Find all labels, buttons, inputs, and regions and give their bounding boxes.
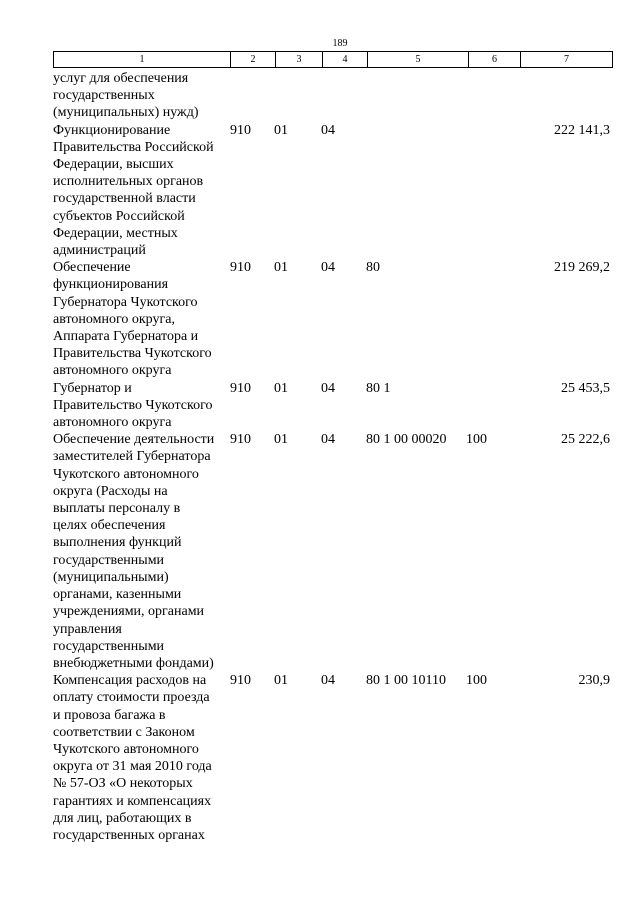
table-row <box>0 122 640 260</box>
expense-name-line: Чукотского автономного <box>53 466 199 482</box>
expense-name-line: выполнения функций <box>53 535 182 551</box>
expense-name-line: функционирования <box>53 277 169 293</box>
subsection-code-cell: 04 <box>321 673 335 689</box>
section-code-cell: 01 <box>274 260 288 276</box>
expense-name-line: Губернатора Чукотского <box>53 294 198 310</box>
column-number-6: 6 <box>469 52 521 68</box>
expense-type-cell: 100 <box>466 432 487 448</box>
amount-cell: 230,9 <box>578 673 610 689</box>
expense-name-line: государственных <box>53 88 155 104</box>
expense-name-line: услуг для обеспечения <box>53 71 189 86</box>
expense-name-line: оплату стоимости проезда <box>53 690 210 706</box>
ministry-code-cell: 910 <box>230 673 251 689</box>
expense-name-line: (муниципальных) нужд) <box>53 105 199 121</box>
expense-name-line: гарантиях и компенсациях <box>53 793 212 809</box>
expense-name-cell <box>0 380 233 432</box>
expense-name-cell <box>0 672 233 844</box>
target-article-cell: 80 1 00 10110 <box>366 673 446 689</box>
expense-name-line: целях обеспечения <box>53 518 166 534</box>
table-row <box>0 431 640 672</box>
table-row <box>0 380 640 432</box>
expense-name-line: автономного округа <box>53 363 172 379</box>
expense-name-line: автономного округа, <box>53 311 175 327</box>
section-code-cell: 01 <box>274 673 288 689</box>
expense-name-line: Федерации, местных <box>53 225 178 241</box>
amount-cell: 25 453,5 <box>561 380 610 396</box>
expense-name-line: управления <box>53 621 122 637</box>
budget-table-body <box>0 70 640 844</box>
section-code-cell: 01 <box>274 432 288 448</box>
expense-name-line: органами, казенными <box>53 587 182 603</box>
expense-name-line: государственными <box>53 552 165 568</box>
section-code-cell: 01 <box>274 122 288 138</box>
section-code-cell: 01 <box>274 380 288 396</box>
expense-name-line: Федерации, высших <box>53 157 174 173</box>
amount-cell: 219 269,2 <box>554 260 610 276</box>
column-number-2: 2 <box>231 52 276 68</box>
expense-type-cell: 100 <box>466 673 487 689</box>
column-number-7: 7 <box>521 52 613 68</box>
expense-name-line: соответствии с Законом <box>53 724 195 740</box>
expense-name-line: Аппарата Губернатора и <box>53 329 199 345</box>
column-number-4: 4 <box>323 52 368 68</box>
expense-name-line: округа от 31 мая 2010 года <box>53 759 212 775</box>
expense-name-line: субъектов Российской <box>53 208 185 224</box>
expense-name-cell <box>0 70 233 122</box>
expense-name-line: государственными <box>53 638 165 654</box>
expense-name-line: и провоза багажа в <box>53 707 166 723</box>
expense-name-line: заместителей Губернатора <box>53 449 211 465</box>
subsection-code-cell: 04 <box>321 260 335 276</box>
table-row <box>0 672 640 844</box>
subsection-code-cell: 04 <box>321 432 335 448</box>
expense-name-line: государственных органах <box>53 827 205 843</box>
table-row <box>0 70 640 122</box>
page-number: 189 <box>332 38 348 49</box>
expense-name-line: Правительства Российской <box>53 139 214 155</box>
column-number-1: 1 <box>54 52 231 68</box>
ministry-code-cell: 910 <box>230 380 251 396</box>
expense-name-line: Обеспечение деятельности <box>53 432 215 448</box>
expense-name-line: автономного округа <box>53 415 172 431</box>
ministry-code-cell: 910 <box>230 432 251 448</box>
expense-name-cell <box>0 431 233 672</box>
expense-name-line: государственной власти <box>53 191 196 207</box>
table-row <box>0 259 640 379</box>
expense-name-cell <box>0 122 233 260</box>
expense-name-cell <box>0 259 233 379</box>
expense-name-line: учреждениями, органами <box>53 604 205 620</box>
target-article-cell: 80 1 <box>366 380 391 396</box>
expense-name-line: (муниципальными) <box>53 569 169 585</box>
column-header-row <box>54 52 613 68</box>
expense-name-line: Функционирование <box>53 122 171 138</box>
expense-name-line: выплаты персоналу в <box>53 501 181 517</box>
column-number-3: 3 <box>276 52 323 68</box>
expense-name-line: Обеспечение <box>53 260 131 276</box>
expense-name-line: для лиц, работающих в <box>53 810 192 826</box>
ministry-code-cell: 910 <box>230 122 251 138</box>
column-header-table <box>53 51 613 68</box>
expense-name-line: округа (Расходы на <box>53 483 168 499</box>
expense-name-line: Компенсация расходов на <box>53 673 207 689</box>
amount-cell: 222 141,3 <box>554 122 610 138</box>
subsection-code-cell: 04 <box>321 122 335 138</box>
expense-name-line: внебюджетными фондами) <box>53 655 214 671</box>
expense-name-line: Правительство Чукотского <box>53 397 213 413</box>
column-number-5: 5 <box>368 52 469 68</box>
expense-name-line: Чукотского автономного <box>53 741 199 757</box>
expense-name-line: Правительства Чукотского <box>53 346 212 362</box>
expense-name-line: исполнительных органов <box>53 174 204 190</box>
expense-name-line: Губернатор и <box>53 380 132 396</box>
expense-name-line: администраций <box>53 243 146 259</box>
expense-name-line: № 57-ОЗ «О некоторых <box>53 776 193 792</box>
target-article-cell: 80 <box>366 260 380 276</box>
target-article-cell: 80 1 00 00020 <box>366 432 447 448</box>
amount-cell: 25 222,6 <box>561 432 610 448</box>
subsection-code-cell: 04 <box>321 380 335 396</box>
ministry-code-cell: 910 <box>230 260 251 276</box>
